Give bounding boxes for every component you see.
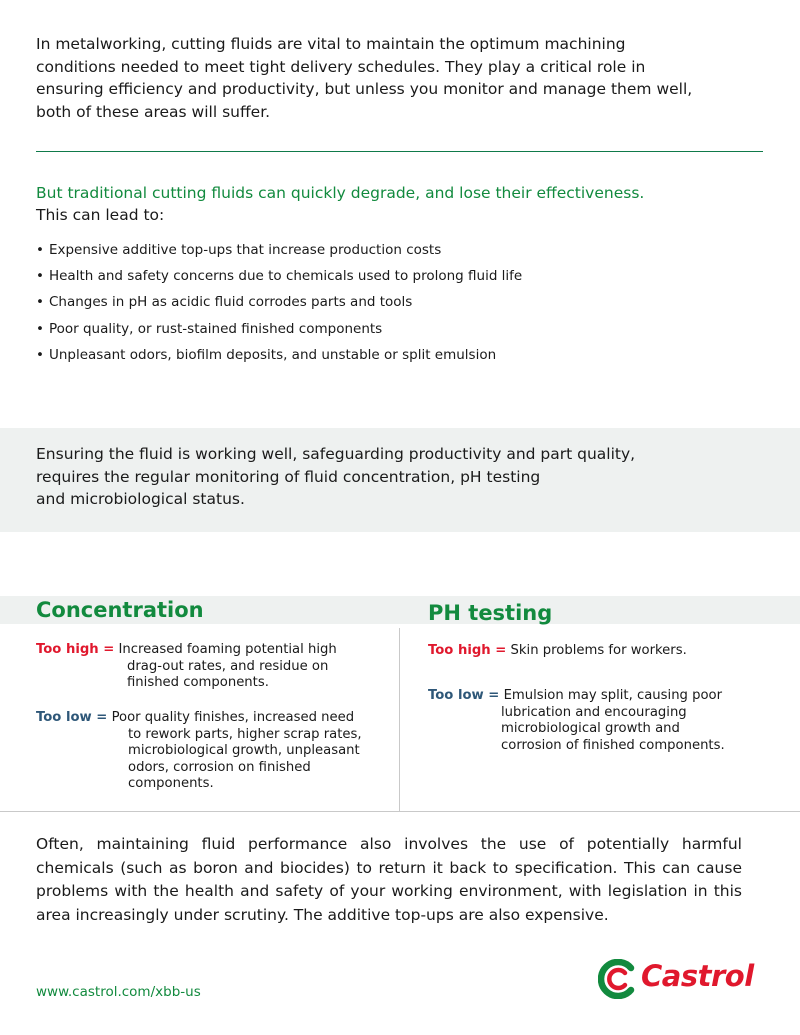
degrade-heading: But traditional cutting fluids can quickly degrade, and lose their effectiveness.	[36, 184, 645, 202]
ph-too-low	[428, 688, 768, 754]
bullet-icon: •	[36, 320, 44, 337]
list-item	[36, 263, 522, 289]
too-low-label: Too low =	[428, 688, 500, 703]
callout-band	[0, 428, 800, 532]
too-low-text: odors, corrosion on finished	[128, 759, 311, 775]
intro-paragraph	[36, 33, 756, 123]
bullet-icon: •	[36, 242, 44, 258]
too-low-text: corrosion of finished components.	[501, 737, 725, 753]
list-item-text: Unpleasant odors, biofilm deposits, and unstable or split emulsion	[48, 346, 497, 363]
closing-paragraph: Often, maintaining fluid performance also involves the use of potentially harmful chemicals (such as boron and biocides) to return it back to specification. This can cause problems with the health and safety of your working environment, with legislation in this area increasingly under scrutiny. The additive top-ups are also expensive.	[36, 835, 742, 924]
bullet-icon: •	[36, 294, 44, 311]
column-divider	[399, 628, 400, 811]
list-item-text: Expensive additive top-ups that increase production costs	[48, 242, 442, 258]
degrade-lead: This can lead to:	[36, 206, 165, 224]
list-item-text: Health and safety concerns due to chemicals used to prolong fluid life	[48, 268, 523, 285]
list-item-text: Changes in pH as acidic fluid corrodes parts and tools	[48, 294, 413, 311]
too-high-label: Too high =	[428, 643, 507, 658]
too-low-text: lubrication and encouraging	[501, 704, 687, 720]
castrol-wordmark: Castrol	[641, 959, 754, 993]
too-high-label: Too high =	[36, 642, 115, 657]
risk-list	[36, 237, 522, 368]
too-low-text: to rework parts, higher scrap rates,	[128, 726, 362, 742]
list-item	[36, 289, 522, 315]
website-link[interactable]: www.castrol.com/xbb-us	[36, 984, 201, 1000]
too-high-text: Increased foaming potential high	[118, 642, 337, 657]
too-low-label: Too low =	[36, 710, 108, 725]
callout-text	[36, 443, 716, 511]
too-low-text: components.	[128, 776, 214, 791]
concentration-title: Concentration	[36, 598, 204, 622]
bullet-icon: •	[36, 268, 44, 285]
list-item	[36, 316, 522, 342]
castrol-logo	[598, 957, 766, 1001]
bullet-icon: •	[36, 346, 44, 363]
list-item	[36, 342, 522, 368]
intro-line: In metalworking, cutting fluids are vital to maintain the optimum machining	[36, 35, 626, 53]
too-high-text: Skin problems for workers.	[510, 643, 687, 658]
intro-line: ensuring efficiency and productivity, but unless you monitor and manage them well,	[36, 80, 693, 98]
section-divider	[36, 151, 763, 152]
too-low-text: microbiological growth and	[501, 721, 680, 736]
callout-line: and microbiological status.	[36, 490, 245, 508]
concentration-too-low	[36, 710, 386, 793]
too-low-text: Poor quality finishes, increased need	[111, 710, 355, 725]
ph-testing-title: PH testing	[428, 601, 553, 625]
castrol-emblem-icon	[598, 959, 638, 999]
list-item	[36, 237, 522, 263]
too-low-text: Emulsion may split, causing poor	[503, 688, 723, 703]
too-high-text: drag-out rates, and residue on	[127, 658, 329, 674]
list-item-text: Poor quality, or rust-stained finished components	[48, 320, 383, 337]
callout-line: Ensuring the fluid is working well, safeguarding productivity and part quality,	[36, 445, 636, 463]
section-divider	[0, 811, 800, 812]
intro-line: conditions needed to meet tight delivery schedules. They play a critical role in	[36, 57, 646, 76]
too-low-text: microbiological growth, unpleasant	[128, 743, 360, 758]
too-high-text: finished components.	[127, 675, 269, 690]
callout-line: requires the regular monitoring of fluid concentration, pH testing	[36, 467, 541, 486]
intro-line: both of these areas will suffer.	[36, 102, 271, 121]
concentration-too-high	[36, 642, 386, 692]
ph-too-high	[428, 643, 768, 660]
